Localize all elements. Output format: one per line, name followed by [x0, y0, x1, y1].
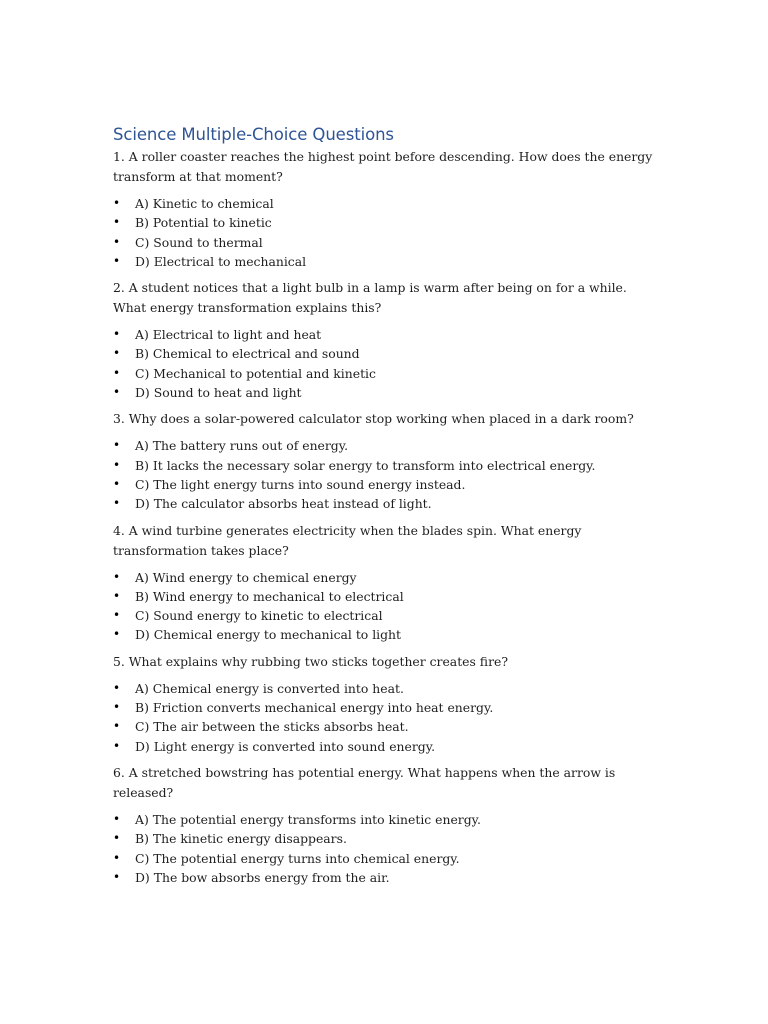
question-text: 6. A stretched bowstring has potential energy. What happens when the arrow is released?	[113, 764, 616, 800]
option-text: D) Light energy is converted into sound energy.	[135, 738, 436, 754]
option-list	[113, 810, 653, 887]
question-block	[113, 652, 653, 756]
answer-option	[113, 213, 653, 232]
option-text: A) Chemical energy is converted into heat.	[135, 680, 404, 696]
option-list	[113, 194, 653, 271]
bullet-icon: •	[113, 196, 121, 210]
option-text: B) Friction converts mechanical energy into heat energy.	[135, 700, 494, 716]
option-text: C) The air between the sticks absorbs heat.	[135, 719, 409, 735]
answer-option	[113, 475, 653, 494]
option-text: C) The potential energy turns into chemical energy.	[135, 850, 460, 866]
option-list	[113, 679, 653, 756]
option-text: C) Sound to thermal	[135, 234, 263, 250]
bullet-icon: •	[113, 738, 121, 753]
option-text: D) The bow absorbs energy from the air.	[135, 869, 390, 885]
answer-option	[113, 737, 653, 756]
option-text: B) It lacks the necessary solar energy to transform into electrical energy.	[135, 457, 596, 473]
answer-option	[113, 810, 653, 829]
question-block	[113, 278, 653, 402]
option-text: C) Sound energy to kinetic to electrical	[135, 608, 383, 624]
bullet-icon: •	[113, 627, 121, 642]
bullet-icon: •	[113, 850, 121, 865]
question-block	[113, 147, 653, 271]
option-text: B) Chemical to electrical and sound	[135, 346, 360, 362]
option-text: B) The kinetic energy disappears.	[135, 831, 347, 847]
bullet-icon: •	[113, 496, 121, 511]
bullet-icon: •	[113, 327, 121, 342]
answer-option	[113, 698, 653, 717]
answer-option	[113, 829, 653, 848]
bullet-icon: •	[113, 253, 121, 268]
answer-option	[113, 252, 653, 271]
bullet-icon: •	[113, 588, 121, 603]
answer-option	[113, 568, 653, 587]
document-title: Science Multiple-Choice Questions	[113, 125, 394, 144]
option-text: A) Electrical to light and heat	[135, 327, 322, 343]
option-text: A) Kinetic to chemical	[135, 196, 274, 211]
bullet-icon: •	[113, 700, 121, 715]
bullet-icon: •	[113, 476, 121, 491]
option-list	[113, 568, 653, 645]
answer-option	[113, 364, 653, 383]
question-text: 5. What explains why rubbing two sticks together creates fire?	[113, 653, 508, 669]
bullet-icon: •	[113, 811, 121, 826]
option-text: C) Mechanical to potential and kinetic	[135, 365, 376, 381]
bullet-icon: •	[113, 608, 121, 623]
answer-option	[113, 625, 653, 644]
bullet-icon: •	[113, 457, 121, 472]
answer-option	[113, 587, 653, 606]
option-text: A) The battery runs out of energy.	[135, 438, 349, 454]
document-body	[113, 124, 653, 894]
bullet-icon: •	[113, 569, 121, 584]
answer-option	[113, 606, 653, 625]
question-list	[113, 147, 653, 887]
option-text: A) Wind energy to chemical energy	[135, 569, 357, 585]
option-list	[113, 325, 653, 402]
option-list	[113, 436, 653, 513]
answer-option	[113, 456, 653, 475]
bullet-icon: •	[113, 385, 121, 400]
option-text: B) Potential to kinetic	[135, 215, 272, 231]
answer-option	[113, 344, 653, 363]
answer-option	[113, 194, 653, 213]
question-text: 2. A student notices that a light bulb in a lamp is warm after being on for a while. What energy transformation explains this?	[113, 280, 627, 316]
answer-option	[113, 325, 653, 344]
answer-option	[113, 849, 653, 868]
bullet-icon: •	[113, 869, 121, 884]
answer-option	[113, 436, 653, 455]
option-text: D) Sound to heat and light	[135, 385, 302, 401]
bullet-icon: •	[113, 680, 121, 695]
answer-option	[113, 494, 653, 513]
option-text: C) The light energy turns into sound energy instead.	[135, 476, 466, 492]
question-block	[113, 763, 653, 887]
option-text: A) The potential energy transforms into kinetic energy.	[135, 811, 481, 827]
answer-option	[113, 383, 653, 402]
option-text: D) Electrical to mechanical	[135, 253, 307, 269]
bullet-icon: •	[113, 438, 121, 453]
bullet-icon: •	[113, 831, 121, 846]
answer-option	[113, 717, 653, 736]
bullet-icon: •	[113, 365, 121, 380]
bullet-icon: •	[113, 215, 121, 230]
question-text: 1. A roller coaster reaches the highest point before descending. How does the energy transform at that moment?	[113, 149, 653, 184]
answer-option	[113, 679, 653, 698]
bullet-icon: •	[113, 234, 121, 249]
question-text: 4. A wind turbine generates electricity when the blades spin. What energy transformation takes place?	[113, 522, 582, 558]
question-block	[113, 409, 653, 513]
option-text: D) The calculator absorbs heat instead of light.	[135, 496, 432, 512]
option-text: D) Chemical energy to mechanical to light	[135, 627, 402, 643]
bullet-icon: •	[113, 346, 121, 361]
option-text: B) Wind energy to mechanical to electrical	[135, 588, 404, 604]
answer-option	[113, 868, 653, 887]
question-text: 3. Why does a solar-powered calculator stop working when placed in a dark room?	[113, 411, 634, 427]
bullet-icon: •	[113, 719, 121, 734]
answer-option	[113, 233, 653, 252]
question-block	[113, 521, 653, 645]
